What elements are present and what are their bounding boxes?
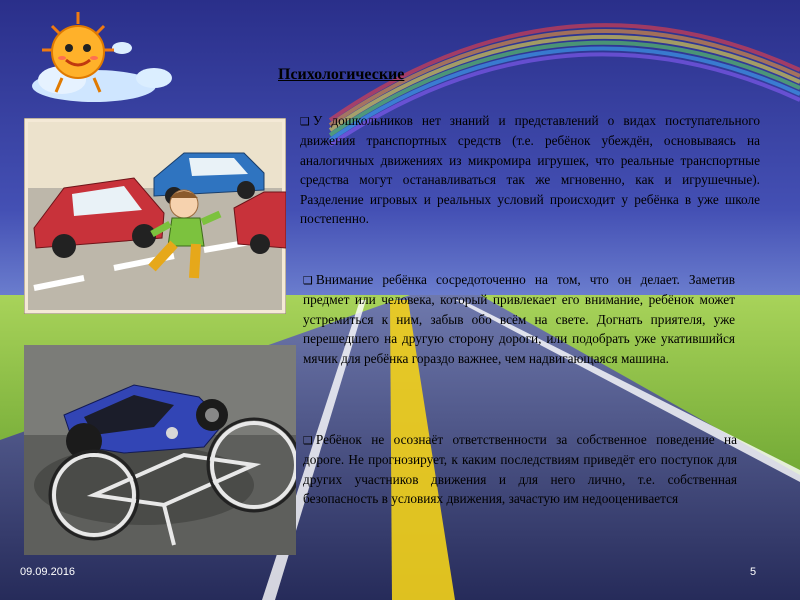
sun-mascot-icon: [22, 8, 177, 108]
checkbox-bullet-icon: ❑: [303, 434, 313, 447]
slide-number: 5: [750, 566, 757, 578]
checkbox-bullet-icon: ❑: [303, 274, 313, 287]
paragraph-3-text: Ребёнок не осознаёт ответственности за собственное поведение на дороге. Не прогнозирует, к каким последствиям приведёт его поступок для других участников движения и для него лично, т.е. собственная безопасность в условиях движения, зачастую им недооценивается: [303, 432, 737, 507]
paragraph-2-text: Внимание ребёнка сосредоточенно на том, что он делает. Заметив предмет или человека, который привлекает его внимание, ребёнок может устремиться к ним, забыв обо всём на свете. Догнать приятеля, уже перешедшего на другую сторону дороги, или подобрать уже укатившийся мячик для ребёнка гораздо важнее, чем надвигающаяся машина.: [303, 272, 735, 366]
paragraph-1: [300, 111, 760, 228]
paragraph-2: [303, 270, 735, 368]
slide-title: Психологические: [278, 66, 405, 83]
paragraph-3: [303, 430, 737, 509]
checkbox-bullet-icon: ❑: [300, 115, 310, 128]
cartoon-traffic-illustration: [24, 118, 286, 314]
accident-photo: [24, 345, 296, 555]
paragraph-1-text: У дошкольников нет знаний и представлений о видах поступательного движения транспортных средств (т.е. ребёнок убеждён, основываясь на аналогичных движениях из микромира игрушек, что реальные транспортные средства могут останавливаться так же мгновенно, как и игрушечные). Разделение игровых и реальных условий происходит у ребёнка в уже школе постепенно.: [300, 113, 760, 227]
slide-date: 09.09.2016: [20, 566, 76, 578]
